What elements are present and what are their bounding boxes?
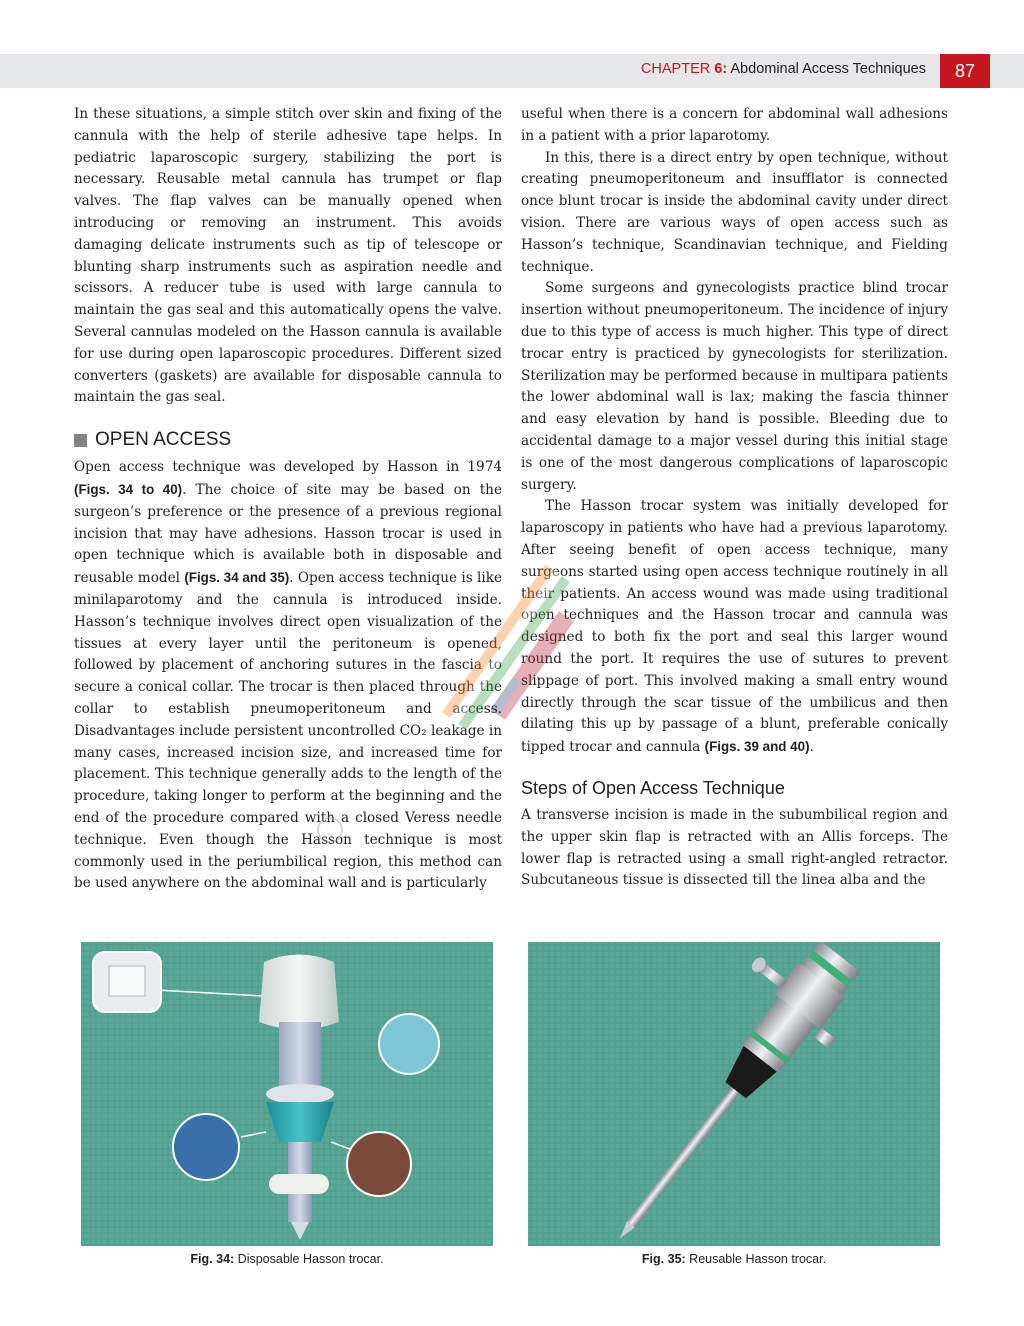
- paragraph: In these situations, a simple stitch over skin and fixing of the cannula with the help of sterile adhesive tape helps. In pediatric laparoscopic surgery, stabilizing the port is necessary. Reusable metal cannula has trumpet or flap valves. The flap valves can be manually opened when introducing or removing an instrument. This avoids damaging delicate instruments such as tip of telescope or blunting sharp instruments such as aspiration needle and scissors. A reducer tube is used with large cannula to maintain the gas seal and this automatically opens the valve. Several cannulas modeled on the Hasson cannula is available for use during open laparoscopic procedures. Different sized converters (gaskets) are available for disposable cannula to maintain the gas seal.: [74, 106, 502, 406]
- figure-35-caption: [528, 1252, 940, 1270]
- section-heading-open-access: [74, 429, 502, 451]
- right-column: [521, 104, 948, 892]
- chapter-word: CHAPTER: [640, 61, 711, 77]
- paragraph: A transverse incision is made in the subumbilical region and the upper skin flap is retracted with an Allis forceps. The lower flap is retracted using a small right-angled retractor. Subcutaneous tissue is dissected till the linea alba and the: [521, 806, 948, 889]
- paragraph-text: . Open access technique is like minilaparotomy and the cannula is introduced inside. Hasson’s technique involves direct open visualization of the tissues at every layer until the peritoneum is opened, followed by placement of anchoring sutures in the fascia to secure a conical collar. The trocar is then placed through the collar to establish pneumoperitoneum and access. Disadvantages include persistent uncontrolled CO₂ leakage in many cases, increased incision size, and increased time for placement. This technique generally adds to the length of the procedure, taking longer to perform at the beginning and the end of the procedure compared with a closed Veress needle technique. Even though the Hasson technique is most commonly used in the periumbilical region, this method can be used anywhere on the abdominal wall and is particularly: [74, 570, 502, 892]
- paragraph: In this, there is a direct entry by open technique, without creating pneumoperitoneum and insufflator is connected once blunt trocar is inside the abdominal cavity under direct vision. There are various ways of open access such as Hasson’s technique, Scandinavian technique, and Fielding technique.: [521, 149, 948, 275]
- paragraph-text: Open access technique was developed by Hasson in 1974: [74, 459, 502, 476]
- section-heading-text: OPEN ACCESS: [95, 429, 232, 451]
- caption-label: Fig. 34:: [190, 1252, 235, 1266]
- figure-reference: (Figs. 34 and 35): [184, 570, 290, 586]
- caption-text: Reusable Hasson trocar.: [689, 1252, 827, 1266]
- figure-reference: (Figs. 34 to 40): [74, 481, 183, 497]
- disposable-trocar-illustration: [81, 942, 493, 1246]
- heading-square-icon: [74, 434, 87, 447]
- paragraph: useful when there is a concern for abdominal wall adhesions in a patient with a prior laparotomy.: [521, 106, 948, 144]
- caption-text: Disposable Hasson trocar.: [237, 1252, 384, 1266]
- paragraph-text: The Hasson trocar system was initially developed for laparoscopy in patients who have had a previous laparotomy. After seeing benefit of open access technique, many surgeons started using open access technique routinely in all their patients. An access wound was made using traditional open techniques and the Hasson trocar and cannula was designed to both fix the port and seal this larger wound round the port. It requires the use of sutures to prevent slippage of port. This involved making a small entry wound directly through the scar tissue of the umbilicus and then dilating this up by passage of a blunt, preferable conically tipped trocar and cannula: [521, 498, 948, 756]
- subheading-steps: Steps of Open Access Technique: [521, 777, 785, 798]
- figure-34-image: [81, 942, 493, 1246]
- paragraph-text: .: [809, 739, 814, 756]
- figure-35-image: [528, 942, 940, 1246]
- paragraph-text: . The choice of site may be based on the surgeon’s preference or the presence of a previous regional incision that may have adhesions. Hasson trocar is used in open technique which is available both in disposable and reusable model: [74, 481, 502, 587]
- running-header-chapter: [641, 61, 926, 81]
- caption-label: Fig. 35:: [641, 1252, 686, 1266]
- reusable-trocar-illustration: [528, 942, 940, 1246]
- page-number: 87: [940, 54, 990, 88]
- paragraph: [521, 496, 948, 759]
- paragraph: Some surgeons and gynecologists practice blind trocar insertion without pneumoperitoneum. The incidence of injury due to this type of access is much higher. This type of direct trocar entry is practiced by gynecologists for sterilization. Sterilization may be performed because in multipara patients the lower abdominal wall is lax; making the fascia thinner and easy elevation by hand is possible. Bleeding due to accidental damage to a major vessel during this initial stage is one of the most dangerous complications of laparoscopic surgery.: [521, 280, 948, 493]
- chapter-number: 6:: [714, 61, 728, 77]
- left-column: [74, 104, 502, 895]
- figure-reference: (Figs. 39 and 40): [704, 739, 810, 755]
- chapter-title: Abdominal Access Techniques: [730, 61, 926, 77]
- figure-34-caption: [81, 1252, 493, 1270]
- paragraph: [74, 457, 502, 895]
